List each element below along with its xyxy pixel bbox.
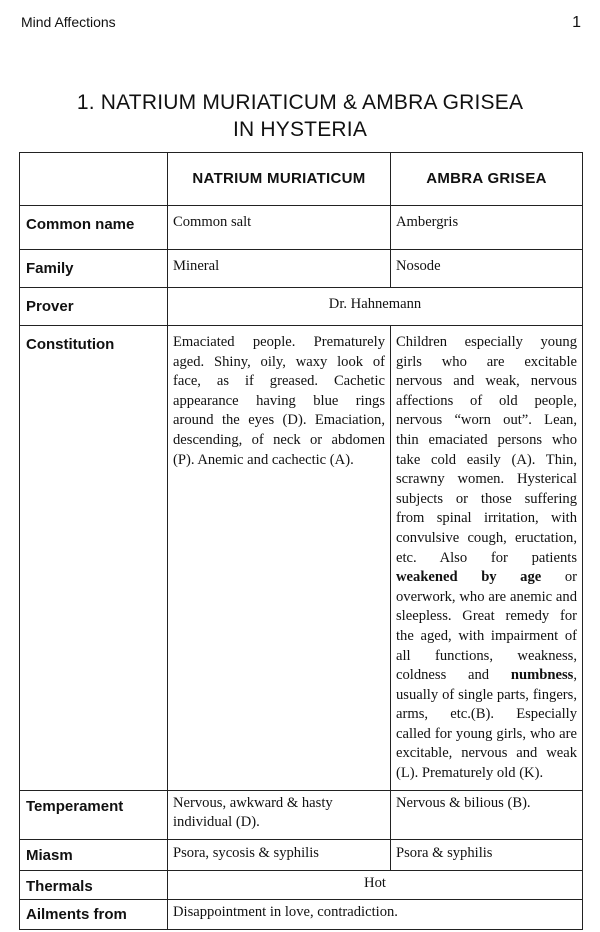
ambra-temperament: Nervous & bilious (B). bbox=[391, 790, 583, 839]
ambra-miasm: Psora & syphilis bbox=[391, 839, 583, 870]
running-head-title: Mind Affections bbox=[21, 14, 116, 30]
table-row-miasm bbox=[20, 839, 583, 870]
chapter-title-line-1: 1. NATRIUM MURIATICUM & AMBRA GRISEA bbox=[76, 91, 524, 114]
table-header-row bbox=[20, 153, 583, 206]
natrium-temperament: Nervous, awkward & hasty individual (D). bbox=[168, 790, 391, 839]
ailments-value: Disappointment in love, contradiction. bbox=[168, 900, 583, 930]
table-row-constitution bbox=[20, 326, 583, 791]
table-row-thermals bbox=[20, 870, 583, 900]
row-label-constitution: Constitution bbox=[20, 326, 168, 791]
ambra-constitution-bold-numbness: numbness bbox=[510, 667, 574, 684]
row-label-miasm: Miasm bbox=[20, 839, 168, 870]
comparison-table bbox=[19, 152, 583, 930]
natrium-miasm: Psora, sycosis & syphilis bbox=[168, 839, 391, 870]
row-label-common-name: Common name bbox=[20, 206, 168, 250]
chapter-title bbox=[0, 89, 600, 143]
row-label-prover: Prover bbox=[20, 288, 168, 326]
ambra-constitution-bold-weakened: weakened by age bbox=[396, 569, 542, 586]
row-label-temperament: Temperament bbox=[20, 790, 168, 839]
row-label-thermals: Thermals bbox=[20, 870, 168, 900]
table-row-common-name bbox=[20, 206, 583, 250]
header-empty-cell bbox=[20, 153, 168, 206]
running-head bbox=[21, 14, 581, 34]
table-row-ailments bbox=[20, 900, 583, 930]
row-label-ailments: Ailments from bbox=[20, 900, 168, 930]
column-header-ambra: AMBRA GRISEA bbox=[391, 153, 583, 206]
table-row-temperament bbox=[20, 790, 583, 839]
table-row-prover bbox=[20, 288, 583, 326]
ambra-constitution-text-1: Children especially young girls who are excitable nervous and weak, nervous affections of old people, nervous “worn out”. Lean, thin emaciated persons who take cold easily (A). Thin, scrawny women. Hysterical subjects or those suffering from spinal irritation, with convulsive cough, eructation, etc. Also for patients bbox=[396, 334, 577, 566]
ambra-common-name: Ambergris bbox=[391, 206, 583, 250]
prover-value: Dr. Hahnemann bbox=[168, 288, 583, 326]
thermals-value: Hot bbox=[168, 870, 583, 900]
chapter-title-line-2: IN HYSTERIA bbox=[232, 118, 368, 141]
natrium-constitution: Emaciated people. Prematurely aged. Shiny, oily, waxy look of face, as if greased. Cachetic appearance having blue rings around the eyes (D). Emaciation, descending, of neck or abdomen (P). Anemic and cachectic (A). bbox=[168, 326, 391, 791]
natrium-family: Mineral bbox=[168, 250, 391, 288]
ambra-constitution bbox=[391, 326, 583, 791]
page-number: 1 bbox=[572, 14, 581, 31]
row-label-family: Family bbox=[20, 250, 168, 288]
natrium-common-name: Common salt bbox=[168, 206, 391, 250]
ambra-constitution-text-3: , usually of single parts, fingers, arms, etc.(B). Especially called for young girls, who are excitable, nervous and weak (L). Prematurely old (K). bbox=[396, 667, 577, 782]
table-row-family bbox=[20, 250, 583, 288]
column-header-natrium: NATRIUM MURIATICUM bbox=[168, 153, 391, 206]
ambra-family: Nosode bbox=[391, 250, 583, 288]
ambra-constitution-text-2: or overwork, who are anemic and sleepless. Great remedy for the aged, with impairment of all functions, weakness, coldness and bbox=[396, 569, 577, 684]
